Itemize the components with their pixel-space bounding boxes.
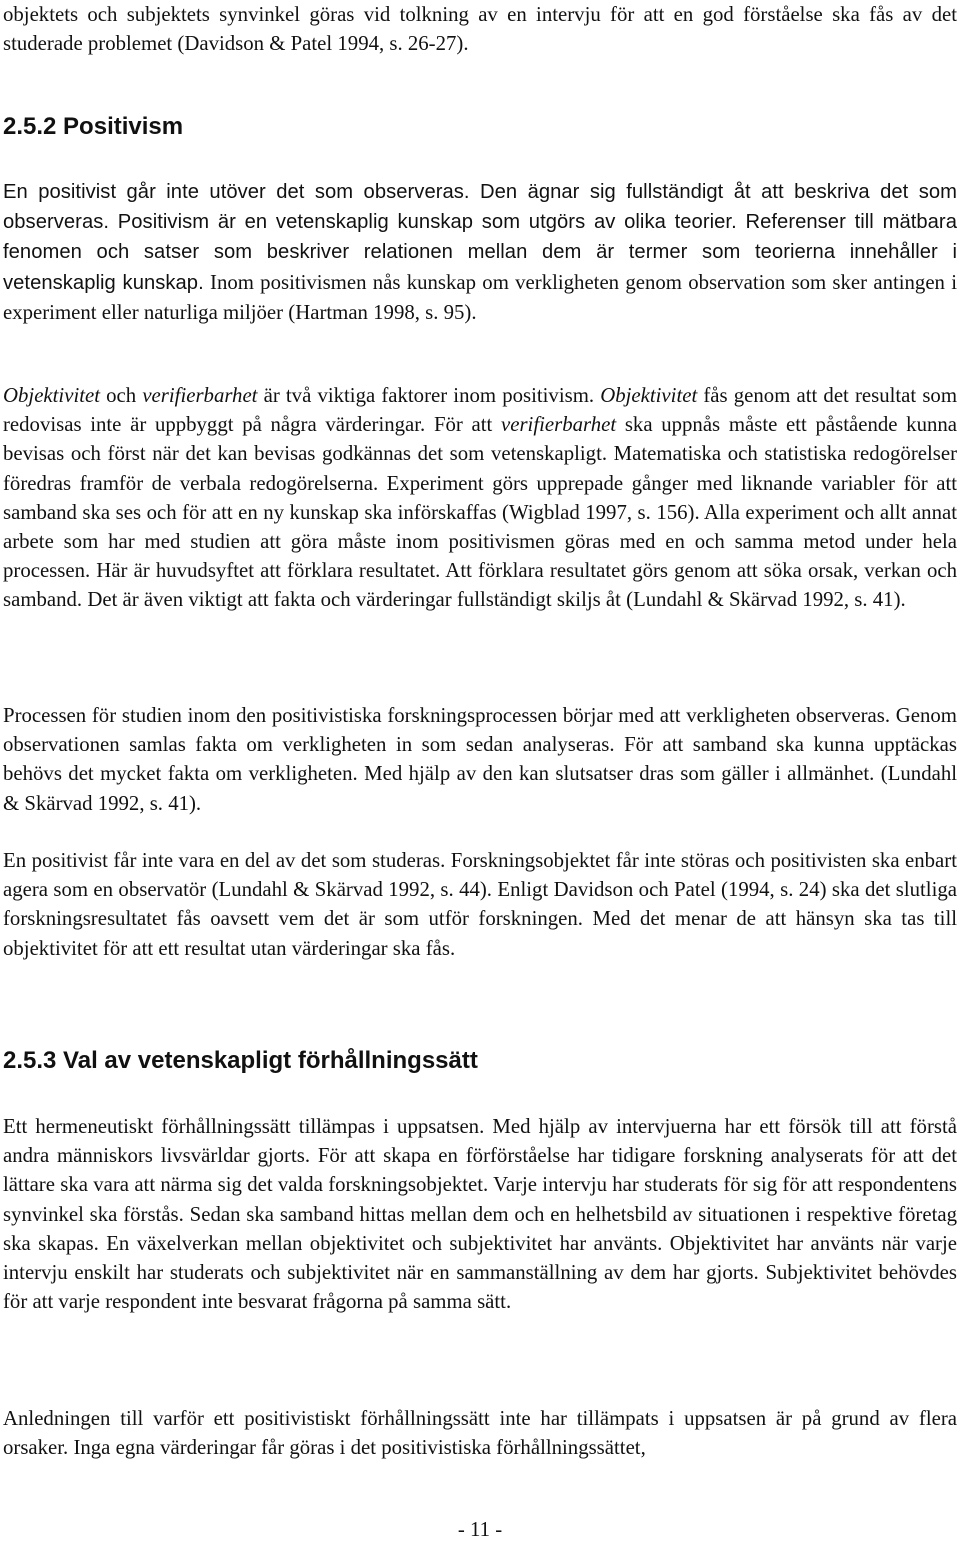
term-verifierbarhet: verifierbarhet [501,413,617,437]
term-objektivitet: Objektivitet [600,384,698,407]
positivism-paragraph-4: En positivist får inte vara en del av det som studeras. Forskningsobjektet får inte störas och positivisten ska enbart agera som en observatör (Lundahl & Skärvad 1992, s. 44). Enligt Davidson och Patel (1994, s. 24) ska det slutliga forskningsresultatet fås oavsett vem det är som utför forskningen. Med det menar de att hänsyn ska tas till objektivitet för att ett resultat utan värderingar ska fås. [3,849,957,960]
positivism-paragraph-3: Processen för studien inom den positivistiska forskningsprocessen börjar med att verkligheten observeras. Genom observationen samlas fakta om verkligheten in som sedan analyseras. För att samband ska kunna upptäckas behövs det mycket fakta om verkligheten. Med hjälp av den kan slutsatser dras som gäller i allmänhet. (Lundahl & Skärvad 1992, s. 41). [3,704,957,815]
section-heading-positivism: 2.5.2 Positivism [3,113,184,140]
term-verifierbarhet: verifierbarhet [142,384,258,407]
intro-paragraph: objektets och subjektets synvinkel göras vid tolkning av en intervju för att en god förståelse ska fås av det studerade problemet (Davidson & Patel 1994, s. 26-27). [3,3,957,56]
positivism-paragraph-1-serif-text: Inom positivismen nås kunskap om verkligheten genom observation som sker antingen i experiment eller naturliga miljöer (Hartman 1998, s. 95). [3,270,957,324]
text-run: fås genom att det resultat som redovisas inte är uppbyggt på några värderingar. För att [3,384,958,437]
val-paragraph-1: Ett hermeneutiskt förhållningssätt tillämpas i uppsatsen. Med hjälp av intervjuerna har ett försök till att förstå andra människors livsvärldar gjorts. För att skapa en förförståelse har tidigare forskning analyserats för att det lättare ska vara att närma sig det valda forskningsobjektet. Varje intervju har studerats för sig för att respondentens synvinkel ska förstås. Sedan ska samband hittas mellan dem och en helhetsbild av situationen i respektive företag ska skapas. En växelverkan mellan objektivitet och subjektivitet har använts. Objektivitet har använts när varje intervju enskilt har studerats och subjektivitet när en sammanställning av dem har gjorts. Subjektivitet behövdes för att varje respondent inte besvarat frågorna på samma sätt. [3,1115,957,1314]
text-run: är två viktiga faktorer inom positivism. [257,384,601,407]
section-heading-val-av-forhallningssatt: 2.5.3 Val av vetenskapligt förhållningssätt [3,1047,478,1074]
positivism-paragraph-1-sans-text: En positivist går inte utöver det som observeras. Den ägnar sig fullständigt åt att beskriva det som observeras. Positivism är en vetenskaplig kunskap som utgörs av olika teorier. Referenser till mätbara fenomen och satser som beskriver relationen mellan dem är termer som teorierna innehåller i vetenskaplig kunskap. [3,181,957,294]
text-run: ska uppnås måste ett påstående kunna bevisas och först när det kan bevisas godkännas det som vetenskapligt. Matematiska och statistiska redogörelser föredras framför de verbala redogörelserna. Experiment görs upprepade gånger med liknande variabler för att samband ska ses och för att en ny kunskap ska införskaffas (Wigblad 1997, s. 156). Alla experiment och allt annat arbete som har med studien att göra måste inom positivismen göras med en och samma metod under hela processen. Här är huvudsyftet att förklara resultatet. Att förklara resultatet görs genom att söka orsak, verkan och samband. Det är även viktigt att fakta och värderingar fullständigt skiljs åt (Lundahl & Skärvad 1992, s. 41). [3,413,957,612]
page-number: - 11 - [457,1518,503,1541]
positivism-paragraph-2 [3,381,957,615]
positivism-paragraph-1 [3,177,957,327]
text-run: och [100,384,143,407]
val-paragraph-2: Anledningen till varför ett positivistiskt förhållningssätt inte har tillämpats i uppsatsen är på grund av flera orsaker. Inga egna värderingar får göras i det positivistiska förhållningssättet, [3,1407,957,1460]
term-objektivitet: Objektivitet [3,384,101,407]
